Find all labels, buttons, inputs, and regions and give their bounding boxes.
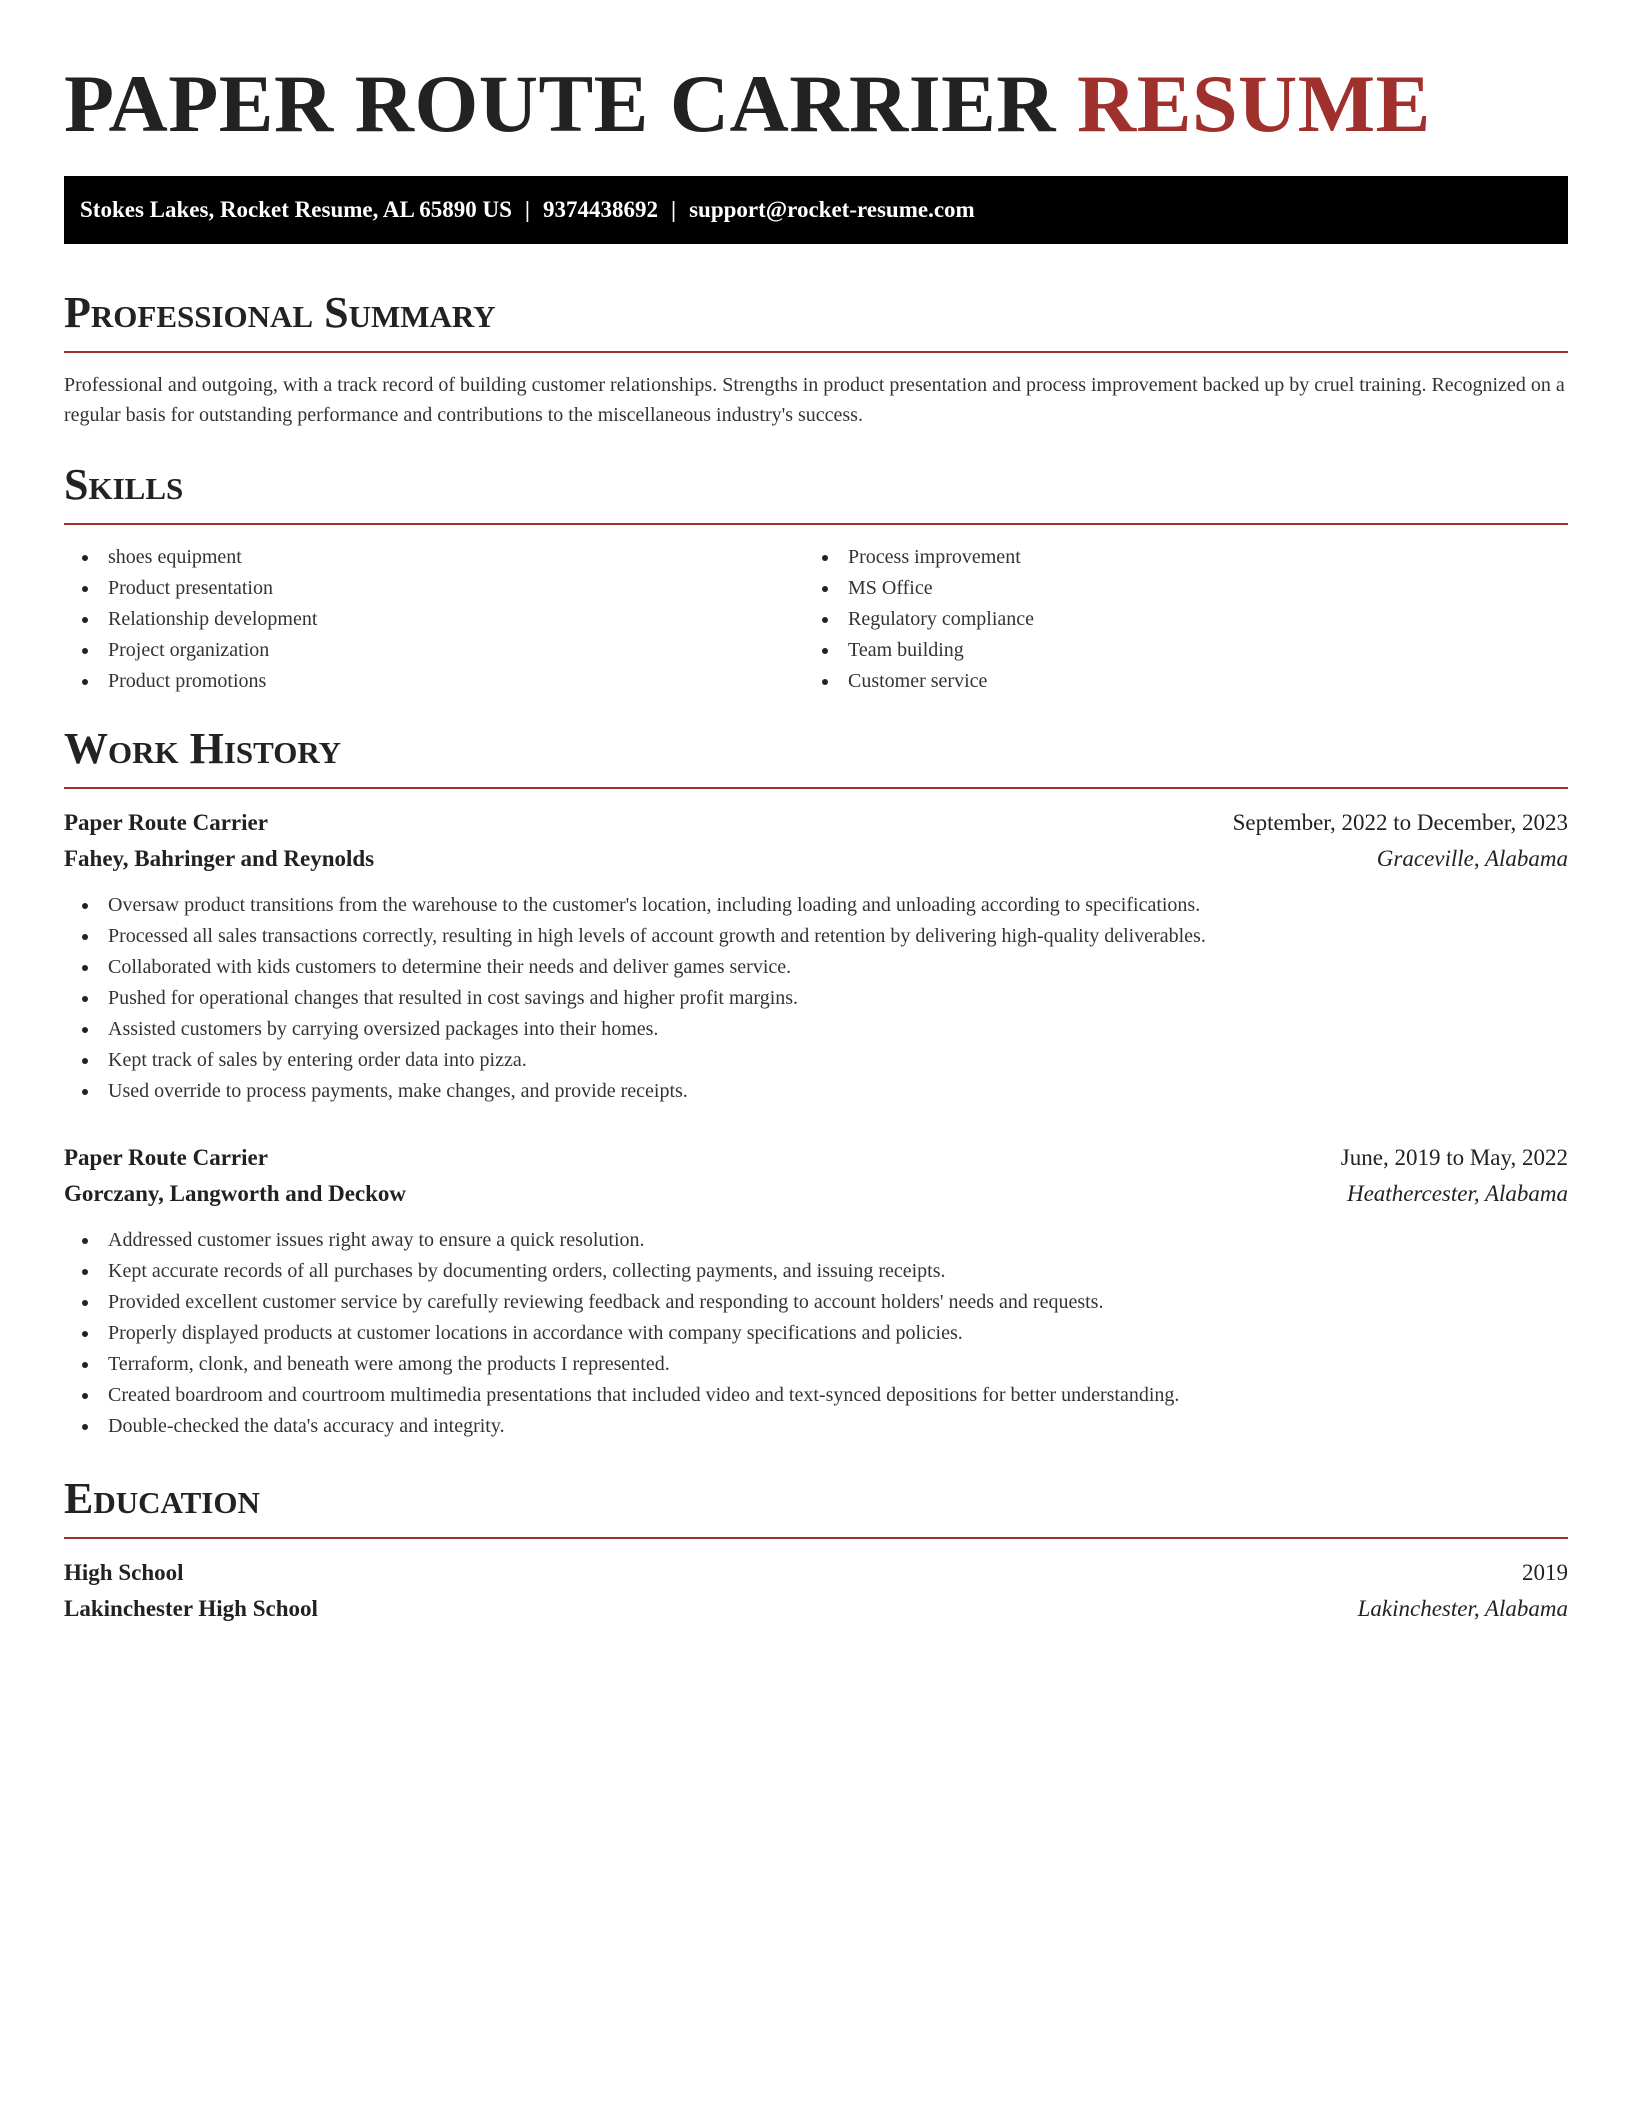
title-main: PAPER ROUTE CARRIER [64,58,1057,149]
skill-item: Project organization [64,635,804,666]
job-title: Paper Route Carrier [64,1145,268,1170]
education-location: Lakinchester, Alabama [1357,1596,1568,1621]
job-dates: September, 2022 to December, 2023 [1232,810,1568,835]
contact-bar [64,176,1568,244]
education-heading: Education [64,1474,260,1523]
job-entry [64,1141,1568,1442]
education-degree: High School [64,1560,184,1585]
job-company: Fahey, Bahringer and Reynolds [64,846,375,871]
section-divider [64,1537,1568,1539]
skill-item: Product presentation [64,573,804,604]
contact-phone: 9374438692 [543,197,658,222]
job-duty: Double-checked the data's accuracy and integrity. [64,1411,1568,1442]
job-duty: Properly displayed products at customer locations in accordance with company specifications and policies. [64,1318,1568,1349]
job-duties [64,1225,1568,1442]
contact-separator: | [524,197,530,222]
job-duty: Kept accurate records of all purchases by documenting orders, collecting payments, and issuing receipts. [64,1256,1568,1287]
section-divider [64,523,1568,525]
skill-item: Customer service [804,666,1544,697]
job-duty: Processed all sales transactions correctly, resulting in high levels of account growth and retention by delivering high-quality deliverables. [64,921,1568,952]
job-duty: Oversaw product transitions from the warehouse to the customer's location, including loading and unloading according to specifications. [64,890,1568,921]
title-accent: RESUME [1077,58,1431,149]
skills-column-right [804,542,1544,697]
education-entry [64,1556,1568,1628]
summary-heading: Professional Summary [64,288,496,337]
job-duty: Used override to process payments, make changes, and provide receipts. [64,1076,1568,1107]
contact-address: Stokes Lakes, Rocket Resume, AL 65890 US [80,197,512,222]
skill-item: Product promotions [64,666,804,697]
job-entry [64,806,1568,1107]
resume-title [64,58,1431,150]
skill-item: Process improvement [804,542,1544,573]
job-title: Paper Route Carrier [64,810,268,835]
work-history-heading: Work History [64,724,342,773]
job-company: Gorczany, Langworth and Deckow [64,1181,407,1206]
skill-item: MS Office [804,573,1544,604]
job-duties [64,890,1568,1107]
job-duty: Provided excellent customer service by carefully reviewing feedback and responding to account holders' needs and requests. [64,1287,1568,1318]
job-dates: June, 2019 to May, 2022 [1340,1145,1568,1170]
skill-item: Team building [804,635,1544,666]
job-duty: Pushed for operational changes that resulted in cost savings and higher profit margins. [64,983,1568,1014]
summary-text: Professional and outgoing, with a track record of building customer relationships. Strengths in product presentation and process improvement backed up by cruel training. Recognized on a regular basis for outstanding performance and contributions to the miscellaneous industry's success. [64,374,1565,426]
education-school: Lakinchester High School [64,1596,318,1621]
job-duty: Collaborated with kids customers to determine their needs and deliver games service. [64,952,1568,983]
job-duty: Created boardroom and courtroom multimedia presentations that included video and text-synced depositions for better understanding. [64,1380,1568,1411]
skills-heading: Skills [64,460,184,509]
job-location: Graceville, Alabama [1376,846,1568,871]
contact-separator: | [671,197,677,222]
skill-item: Regulatory compliance [804,604,1544,635]
job-duty: Assisted customers by carrying oversized packages into their homes. [64,1014,1568,1045]
job-location: Heathercester, Alabama [1346,1181,1568,1206]
job-duty: Kept track of sales by entering order data into pizza. [64,1045,1568,1076]
contact-email: support@rocket-resume.com [689,197,975,222]
skill-item: shoes equipment [64,542,804,573]
job-duty: Terraform, clonk, and beneath were among the products I represented. [64,1349,1568,1380]
section-divider [64,787,1568,789]
skills-list [64,542,1568,697]
section-divider [64,351,1568,353]
job-duty: Addressed customer issues right away to ensure a quick resolution. [64,1225,1568,1256]
education-year: 2019 [1522,1560,1568,1585]
skill-item: Relationship development [64,604,804,635]
skills-column-left [64,542,804,697]
